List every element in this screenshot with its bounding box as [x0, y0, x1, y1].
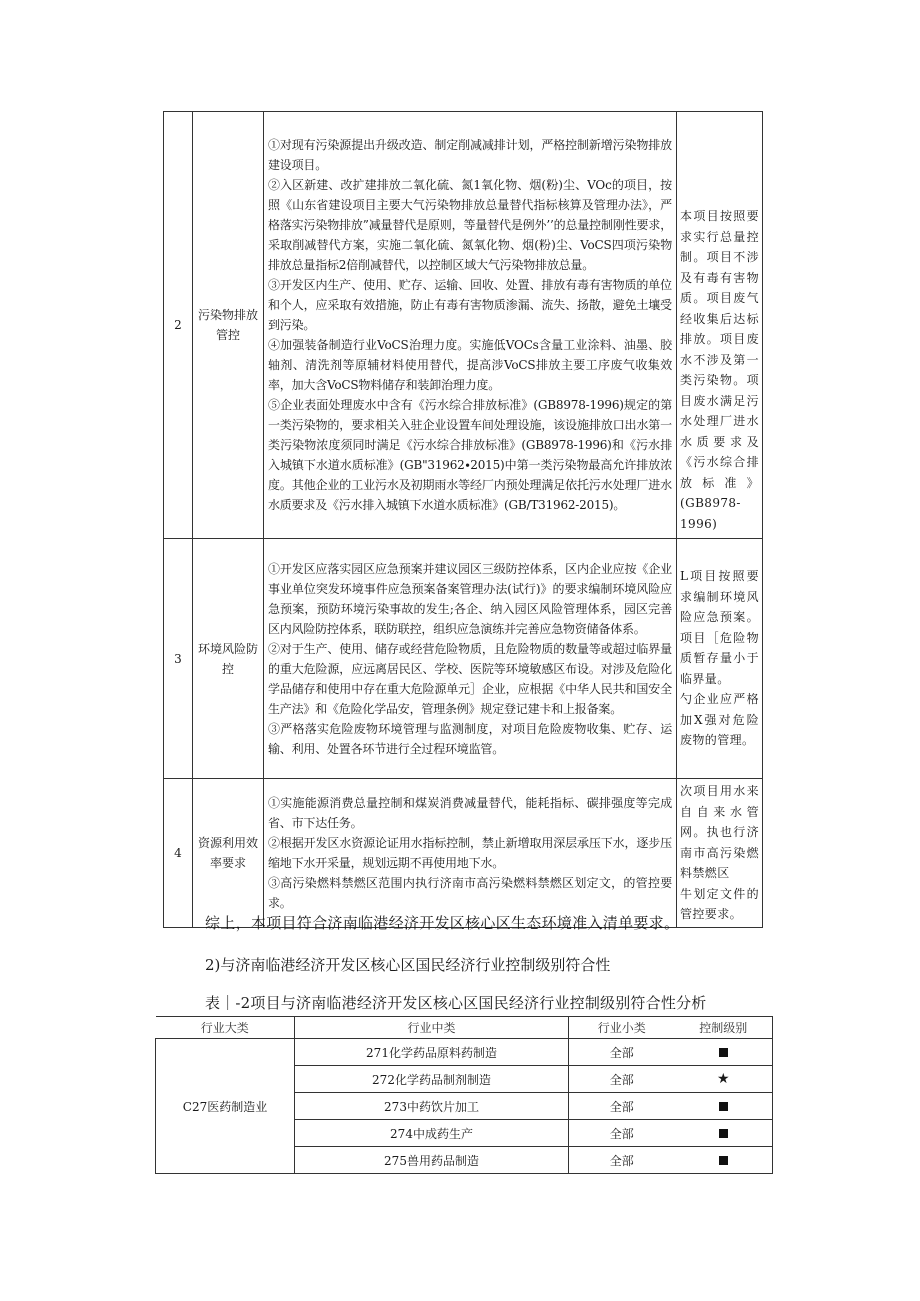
- table-row: [156, 1039, 773, 1066]
- table-row: [164, 112, 763, 539]
- compliance-cell: 本项目按照要求实行总量控制。项目不涉及有毒有害物质。项目废气经收集后达标排放。项目废水不涉及第一类污染物。项目废水满足污水处理厂进水水质要求及《污水综合排放标准》(GB8978-1996): [677, 112, 763, 539]
- industry-control-table: [155, 1016, 773, 1174]
- requirement-item: ②根据开发区水资源论证用水指标控制，禁止新增取用深层承压下水，逐步压缩地下水开采量，规划远期不再使用地下水。: [268, 835, 672, 870]
- requirements-cell: [264, 112, 677, 539]
- solid-square-icon: [719, 1156, 728, 1165]
- control-category: 资源利用效率要求: [193, 779, 264, 928]
- requirement-item: ④加强装备制造行业VoCS治理力度。实施低VOCs含量工业涂料、油墨、胶轴剂、清洗剂等原辅材料使用替代，提高涉VoCS排放主要工序废气收集效率，加大含VoCS物料储存和装卸治理力度。: [268, 338, 672, 392]
- control-category: 污染物排放管控: [193, 112, 264, 539]
- minor-category-cell: 全部: [569, 1093, 675, 1120]
- ecological-access-table: [163, 111, 763, 928]
- medium-category-cell: 275兽用药品制造: [295, 1147, 569, 1174]
- compliance-cell: L项目按照要求编制环境风险应急预案。项目［危险物质暂存量小于临界量。 勺企业应严格加X强对危险废物的管理。: [677, 539, 763, 779]
- minor-category-cell: 全部: [569, 1147, 675, 1174]
- minor-category-cell: 全部: [569, 1039, 675, 1066]
- table-row: [164, 539, 763, 779]
- table-caption: 表｜-2项目与济南临港经济开发区核心区国民经济行业控制级别符合性分析: [205, 994, 707, 1012]
- control-level-cell: [675, 1147, 773, 1174]
- requirement-item: ②入区新建、改扩建排放二氧化硫、氮1氧化物、烟(粉)尘、VOc的项目，按照《山东省建设项目主要大气污染物排放总量替代指标核算及管理办法》，严格落实污染物排放”减量替代是原则，等量替代是例外’’的总量控制刚性要求，采取削减替代方案，实施二氧化硫、氮氧化物、烟(粉)尘、VoCS四项污染物排放总量指标2倍削减替代，以控制区域大气污染物排放总量。: [268, 178, 672, 272]
- requirement-item: ①对现有污染源提出升级改造、制定削减减排计划，严格控制新增污染物排放建设项目。: [268, 138, 672, 172]
- header-medium-category: 行业中类: [295, 1017, 569, 1039]
- control-level-cell: [675, 1039, 773, 1066]
- requirement-item: ①开发区应落实园区应急预案并建议园区三级防控体系，区内企业应按《企业事业单位突发环境事件应急预案备案管理办法(试行)》的要求编制环境风险应急预案，预防环境污染事故的发生;各企、纳入园区风险管理体系，园区完善区内风险防控体系，联防联控，组织应急演练并完善应急物资储备体系。: [268, 561, 672, 636]
- summary-paragraph: 综上，本项目符合济南临港经济开发区核心区生态环境准入清单要求。: [205, 914, 680, 932]
- requirements-cell: [264, 539, 677, 779]
- control-level-cell: [675, 1093, 773, 1120]
- minor-category-cell: 全部: [569, 1120, 675, 1147]
- requirement-item: ③开发区内生产、使用、贮存、运输、回收、处置、排放有毒有害物质的单位和个人，应采取有效措施，防止有毒有害物质渗漏、流失、扬散，避免土壤受到污染。: [268, 278, 672, 332]
- compliance-cell: 次项目用水来自自来水管网。执也行济南市高污染燃料禁燃区 牛划定文件的管控要求。: [677, 779, 763, 928]
- table-row: [164, 779, 763, 928]
- minor-category-cell: 全部: [569, 1066, 675, 1093]
- row-number: 3: [164, 539, 193, 779]
- row-number: 2: [164, 112, 193, 539]
- control-category: 环境风险防控: [193, 539, 264, 779]
- requirements-cell: [264, 779, 677, 928]
- medium-category-cell: 271化学药品原料药制造: [295, 1039, 569, 1066]
- solid-square-icon: [719, 1129, 728, 1138]
- requirement-item: ③严格落实危险废物环境管理与监测制度，对项目危险废物收集、贮存、运输、利用、处置各环节进行全过程环境监管。: [268, 721, 672, 756]
- control-level-cell: [675, 1066, 773, 1093]
- solid-square-icon: [719, 1048, 728, 1057]
- header-minor-category: 行业小类: [569, 1017, 675, 1039]
- header-control-level: 控制级别: [675, 1017, 773, 1039]
- solid-square-icon: [719, 1102, 728, 1111]
- row-number: 4: [164, 779, 193, 928]
- medium-category-cell: 273中药饮片加工: [295, 1093, 569, 1120]
- header-major-category: 行业大类: [156, 1017, 295, 1039]
- requirement-item: ②对于生产、使用、储存或经营危险物质，且危险物质的数量等或超过临界量的重大危险源，应远离居民区、学校、医院等环境敏感区布设。对涉及危险化学品储存和使用中存在重大危险源单元］企业，应根据《中华人民共和国安全生产法》和《危险化学品安，管理条例》规定登记建卡和上报备案。: [268, 641, 672, 716]
- control-level-cell: [675, 1120, 773, 1147]
- requirement-item: ①实施能源消费总量控制和煤炭消费减量替代，能耗指标、碳排强度等完成省、市下达任务。: [268, 795, 672, 830]
- medium-category-cell: 274中成药生产: [295, 1120, 569, 1147]
- requirement-item: ⑤企业表面处理废水中含有《污水综合排放标准》(GB8978-1996)规定的第一类污染物的，要求相关入驻企业设置车间处理设施，该设施排放口出水第一类污染物浓度须同时满足《污水综合排放标准》(GB8978-1996)和《污水排入城镇下水道水质标准》(GB"31962∙2015)中第一类污染物最高允许排放浓度。其他企业的工业污水及初期雨水等经厂内预处理满足依托污水处理厂进水水质要求及《污水排入城镇下水道水质标准》(GB/T31962-2015)。: [268, 398, 672, 512]
- table-header-row: [156, 1017, 773, 1039]
- requirement-item: ③高污染燃料禁燃区范围内执行济南市高污染燃料禁燃区划定文，的管控要求。: [268, 875, 672, 910]
- star-icon: ★: [716, 1071, 730, 1087]
- section-subheading: 2)与济南临港经济开发区核心区国民经济行业控制级别符合性: [205, 956, 611, 974]
- medium-category-cell: 272化学药品制剂制造: [295, 1066, 569, 1093]
- major-category-cell: C27医药制造业: [156, 1039, 295, 1174]
